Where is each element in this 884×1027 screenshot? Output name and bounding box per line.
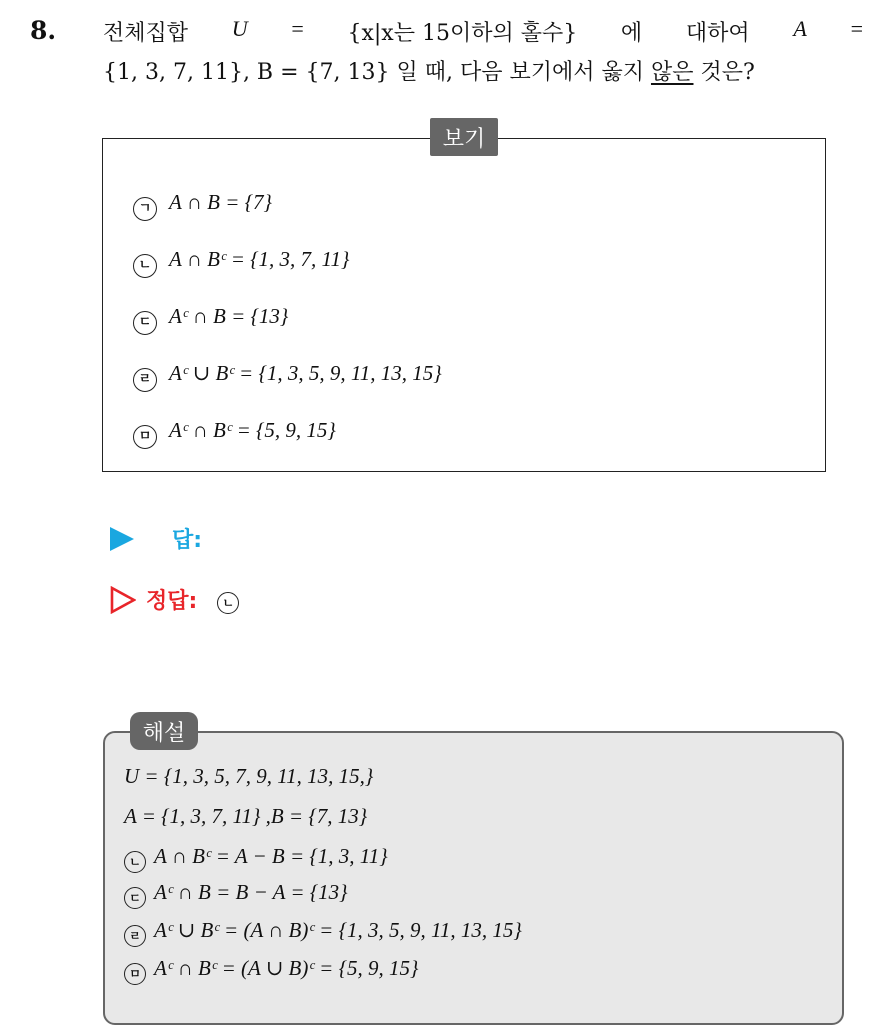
circled-marker: ㄷ <box>124 887 146 909</box>
solution-line-2 <box>124 804 367 829</box>
question-text: {1, 3, 7, 11}, B = {7, 13} 일 때, 다음 보기에서 옳지 <box>103 60 651 85</box>
question-word: U <box>231 16 248 41</box>
bogi-title: 보기 <box>430 118 498 156</box>
answer-row <box>110 523 202 554</box>
circled-marker: ㄹ <box>133 368 157 392</box>
answer-label: 답: <box>172 528 203 553</box>
solution-line-6 <box>124 956 418 985</box>
bogi-expr: A ∩ Bᶜ = {1, 3, 7, 11} <box>169 247 350 271</box>
circled-marker: ㄴ <box>133 254 157 278</box>
circled-marker: ㄴ <box>124 851 146 873</box>
underlined-word: 않은 <box>650 60 694 85</box>
question-word: {x|x는 15이하의 홀수} <box>347 21 578 46</box>
bogi-item-4 <box>133 361 442 392</box>
question-text: 것은? <box>693 60 755 85</box>
question-word: 에 <box>620 21 643 46</box>
bogi-expr: Aᶜ ∪ Bᶜ = {1, 3, 5, 9, 11, 13, 15} <box>169 361 442 385</box>
question-line-2 <box>103 55 863 86</box>
bogi-item-3 <box>133 304 288 335</box>
bogi-item-1 <box>133 190 272 221</box>
bogi-expr: Aᶜ ∩ Bᶜ = {5, 9, 15} <box>169 418 336 442</box>
question-word: = <box>850 16 863 41</box>
solution-line-3 <box>124 844 388 873</box>
circled-marker: ㅁ <box>133 425 157 449</box>
solution-line-4 <box>124 880 348 909</box>
outline-triangle-icon <box>110 586 136 614</box>
solution-line-1 <box>124 764 373 789</box>
solution-expr: Aᶜ ∩ Bᶜ = (A ∪ B)ᶜ = {5, 9, 15} <box>154 956 419 980</box>
question-number: 8. <box>30 16 57 45</box>
solution-expr: A = {1, 3, 7, 11} ,B = {7, 13} <box>124 804 368 828</box>
question-word: 전체집합 <box>103 21 189 46</box>
question-word: 대하여 <box>685 21 750 46</box>
question-word: = <box>291 16 304 41</box>
bogi-item-5 <box>133 418 336 449</box>
filled-triangle-icon <box>110 527 134 551</box>
solution-expr: A ∩ Bᶜ = A − B = {1, 3, 11} <box>154 844 388 868</box>
solution-title: 해설 <box>130 712 198 750</box>
correct-answer-label: 정답: <box>146 589 198 614</box>
solution-expr: Aᶜ ∩ B = B − A = {13} <box>154 880 348 904</box>
question-line-1 <box>103 16 863 47</box>
solution-expr: Aᶜ ∪ Bᶜ = (A ∩ B)ᶜ = {1, 3, 5, 9, 11, 13, 15} <box>154 918 522 942</box>
circled-marker: ㅁ <box>124 963 146 985</box>
bogi-expr: A ∩ B = {7} <box>169 190 272 214</box>
bogi-expr: Aᶜ ∩ B = {13} <box>169 304 289 328</box>
correct-answer-row <box>110 584 247 615</box>
circled-marker: ㄷ <box>133 311 157 335</box>
solution-line-5 <box>124 918 522 947</box>
circled-marker: ㄱ <box>133 197 157 221</box>
solution-expr: U = {1, 3, 5, 7, 9, 11, 13, 15,} <box>124 764 374 788</box>
bogi-item-2 <box>133 247 349 278</box>
question-word: A <box>793 16 807 41</box>
circled-marker: ㄹ <box>124 925 146 947</box>
correct-answer-value: ㄴ <box>217 592 239 614</box>
